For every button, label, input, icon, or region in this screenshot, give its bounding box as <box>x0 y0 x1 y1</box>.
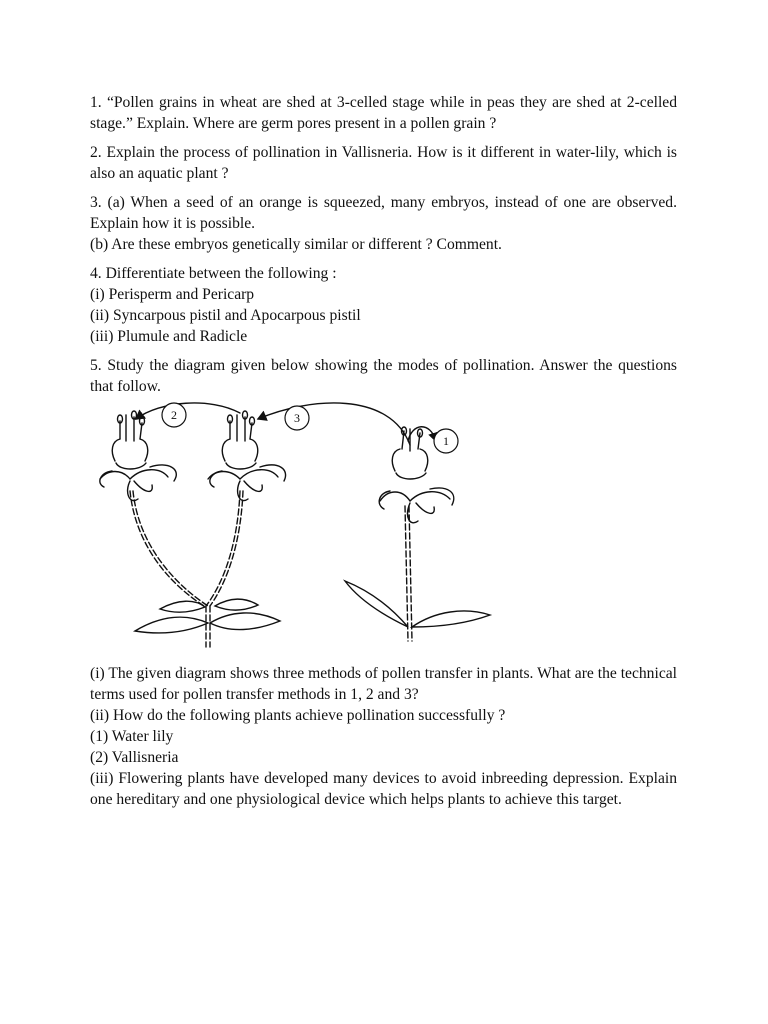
label-3 <box>285 406 309 430</box>
arrow-3 <box>258 403 410 445</box>
question-2: 2. Explain the process of pollination in Vallisneria. How is it different in water-lily, which is also an aquatic plant ? <box>90 144 677 182</box>
question-4 <box>90 263 677 347</box>
question-3a: 3. (a) When a seed of an orange is squeezed, many embryos, instead of one are observed. Explain how it is possible. <box>90 194 677 232</box>
label-2 <box>162 403 186 427</box>
question-1: 1. “Pollen grains in wheat are shed at 3-celled stage while in peas they are shed at 2-celled stage.” Explain. Where are germ pores present in a pollen grain ? <box>90 94 677 132</box>
worksheet-page <box>90 92 677 818</box>
label-1-text: 1 <box>443 434 449 448</box>
question-3b: (b) Are these embryos genetically similar or different ? Comment. <box>90 236 502 253</box>
question-5-sub-ii-item: (2) Vallisneria <box>90 749 179 766</box>
question-5-subparts <box>90 663 677 810</box>
question-5-sub-iii: (iii) Flowering plants have developed many devices to avoid inbreeding depression. Explain one hereditary and one physiological device which helps plants to achieve this target. <box>90 770 677 808</box>
pollination-diagram-svg <box>90 401 677 651</box>
question-5-sub-ii: (ii) How do the following plants achieve pollination successfully ? <box>90 707 506 724</box>
pollination-diagram <box>90 401 677 651</box>
question-5-sub-i: (i) The given diagram shows three methods of pollen transfer in plants. What are the technical terms used for pollen transfer methods in 1, 2 and 3? <box>90 665 677 703</box>
question-4-item: (iii) Plumule and Radicle <box>90 328 248 345</box>
label-2-text: 2 <box>171 408 177 422</box>
flower-middle <box>208 411 286 501</box>
leaf-right-pair <box>345 581 490 627</box>
question-4-stem: 4. Differentiate between the following : <box>90 265 337 282</box>
question-5-sub-ii-item: (1) Water lily <box>90 728 174 745</box>
label-1 <box>434 429 458 453</box>
flower-left <box>100 411 176 501</box>
question-4-item: (i) Perisperm and Pericarp <box>90 286 255 303</box>
question-4-item: (ii) Syncarpous pistil and Apocarpous pistil <box>90 307 361 324</box>
question-5-stem: 5. Study the diagram given below showing the modes of pollination. Answer the questions that follow. <box>90 357 677 395</box>
stem-right <box>405 506 412 641</box>
stems-left-pair <box>130 491 243 647</box>
question-3 <box>90 192 677 255</box>
arrow-2 <box>136 403 240 419</box>
label-3-text: 3 <box>294 411 300 425</box>
